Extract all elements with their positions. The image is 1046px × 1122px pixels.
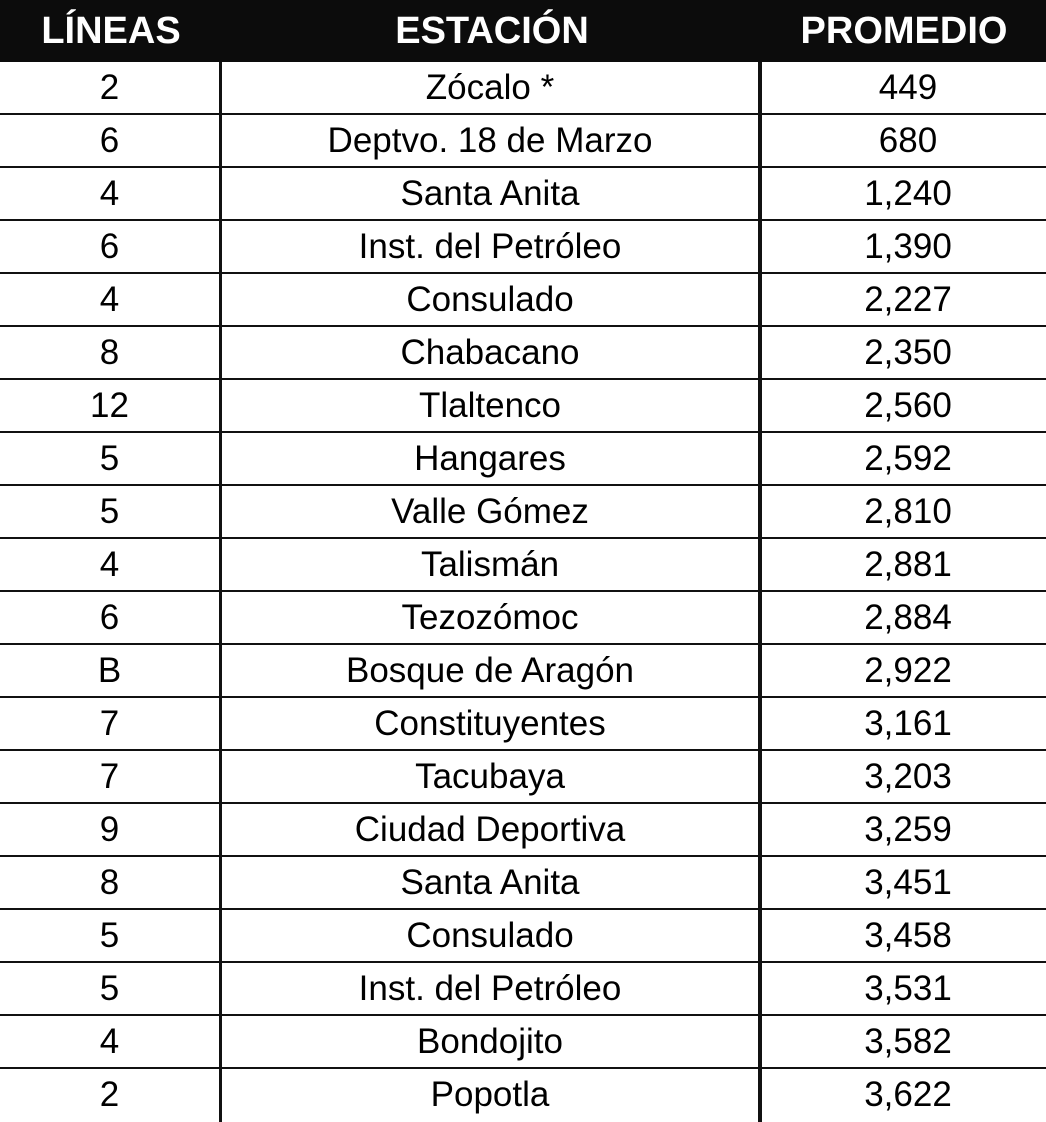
cell-promedio: 2,560 — [864, 386, 952, 425]
cell-promedio: 2,884 — [864, 598, 952, 637]
cell-promedio: 3,161 — [864, 704, 952, 743]
cell-promedio: 680 — [878, 121, 938, 160]
cell-promedio: 2,592 — [864, 439, 952, 478]
header-estacion: ESTACIÓN — [395, 10, 589, 52]
cell-estacion: Santa Anita — [222, 857, 762, 908]
cell-promedio: 2,350 — [864, 333, 952, 372]
cell-linea: 6 — [0, 221, 222, 272]
cell-promedio: 3,531 — [864, 969, 952, 1008]
table-row — [0, 698, 1046, 751]
table-row — [0, 486, 1046, 539]
cell-estacion: Consulado — [222, 274, 762, 325]
table-row — [0, 327, 1046, 380]
cell-linea: 12 — [0, 380, 222, 431]
cell-estacion: Santa Anita — [222, 168, 762, 219]
table-row — [0, 221, 1046, 274]
cell-promedio: 2,922 — [864, 651, 952, 690]
cell-promedio: 3,622 — [864, 1075, 952, 1114]
cell-estacion: Bosque de Aragón — [222, 645, 762, 696]
table-row — [0, 1016, 1046, 1069]
cell-linea: 4 — [0, 1016, 222, 1067]
cell-linea: B — [0, 645, 222, 696]
table-body — [0, 62, 1046, 1122]
cell-estacion: Zócalo * — [222, 62, 762, 113]
table-row — [0, 62, 1046, 115]
table-row — [0, 115, 1046, 168]
cell-estacion: Deptvo. 18 de Marzo — [222, 115, 762, 166]
cell-promedio: 3,582 — [864, 1022, 952, 1061]
cell-linea: 4 — [0, 274, 222, 325]
table-row — [0, 1069, 1046, 1122]
cell-promedio: 449 — [878, 68, 938, 107]
cell-promedio: 2,810 — [864, 492, 952, 531]
table-row — [0, 804, 1046, 857]
cell-promedio: 1,390 — [864, 227, 952, 266]
cell-promedio: 3,259 — [864, 810, 952, 849]
cell-linea: 7 — [0, 698, 222, 749]
cell-linea: 6 — [0, 115, 222, 166]
cell-estacion: Hangares — [222, 433, 762, 484]
cell-estacion: Tlaltenco — [222, 380, 762, 431]
cell-promedio: 3,458 — [864, 916, 952, 955]
table-row — [0, 168, 1046, 221]
cell-promedio: 1,240 — [864, 174, 952, 213]
table-row — [0, 539, 1046, 592]
cell-linea: 5 — [0, 486, 222, 537]
cell-estacion: Constituyentes — [222, 698, 762, 749]
cell-estacion: Inst. del Petróleo — [222, 221, 762, 272]
table-header — [0, 0, 1046, 62]
table-row — [0, 751, 1046, 804]
cell-estacion: Consulado — [222, 910, 762, 961]
table-row — [0, 645, 1046, 698]
table-row — [0, 963, 1046, 1016]
cell-promedio: 3,203 — [864, 757, 952, 796]
cell-linea: 2 — [0, 62, 222, 113]
table-row — [0, 910, 1046, 963]
cell-linea: 9 — [0, 804, 222, 855]
cell-estacion: Bondojito — [222, 1016, 762, 1067]
header-lineas: LÍNEAS — [41, 10, 181, 52]
table-row — [0, 592, 1046, 645]
cell-promedio: 3,451 — [864, 863, 952, 902]
cell-linea: 6 — [0, 592, 222, 643]
table-row — [0, 274, 1046, 327]
cell-linea: 8 — [0, 857, 222, 908]
cell-estacion: Ciudad Deportiva — [222, 804, 762, 855]
cell-linea: 5 — [0, 433, 222, 484]
cell-linea: 4 — [0, 168, 222, 219]
cell-linea: 7 — [0, 751, 222, 802]
cell-linea: 4 — [0, 539, 222, 590]
header-promedio: PROMEDIO — [800, 10, 1008, 52]
cell-estacion: Chabacano — [222, 327, 762, 378]
cell-promedio: 2,227 — [864, 280, 952, 319]
cell-estacion: Tacubaya — [222, 751, 762, 802]
cell-promedio: 2,881 — [864, 545, 952, 584]
cell-estacion: Inst. del Petróleo — [222, 963, 762, 1014]
cell-estacion: Talismán — [222, 539, 762, 590]
table-row — [0, 857, 1046, 910]
cell-estacion: Popotla — [222, 1069, 762, 1122]
cell-estacion: Tezozómoc — [222, 592, 762, 643]
cell-linea: 8 — [0, 327, 222, 378]
table-row — [0, 380, 1046, 433]
cell-estacion: Valle Gómez — [222, 486, 762, 537]
cell-linea: 5 — [0, 910, 222, 961]
table-row — [0, 433, 1046, 486]
cell-linea: 5 — [0, 963, 222, 1014]
cell-linea: 2 — [0, 1069, 222, 1122]
